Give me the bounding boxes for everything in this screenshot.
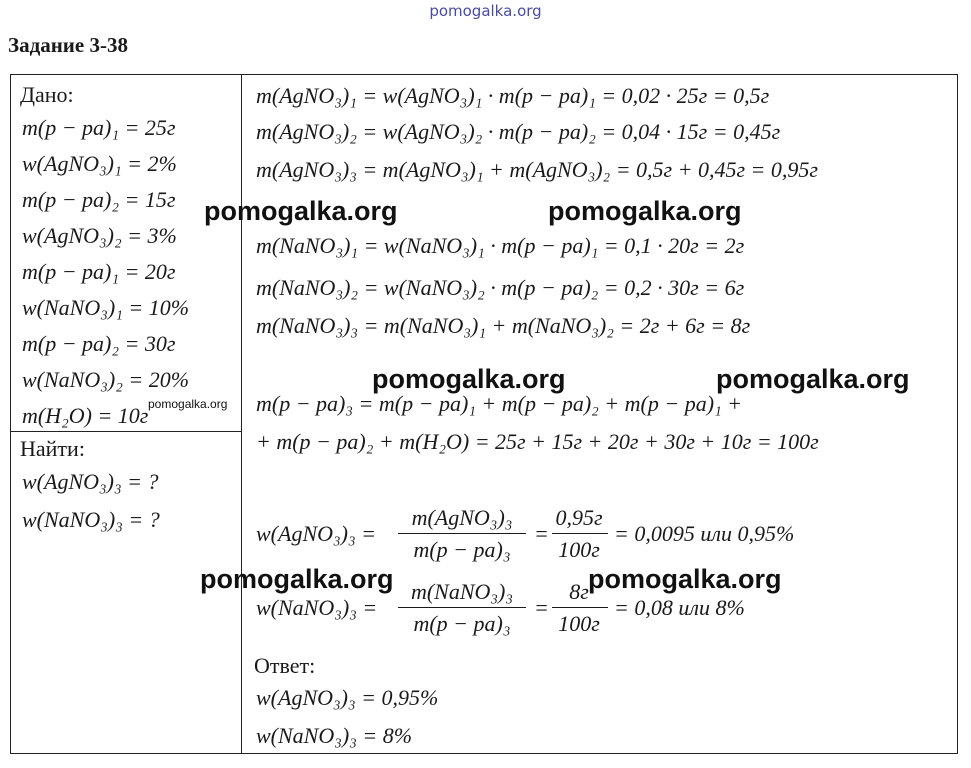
given-item: m(p − pa)₂ = 15г — [22, 187, 176, 212]
solution-line: m(AgNO₃)₁ = w(AgNO₃)₁ · m(p − pa)₁ = 0,02 · 25г = 0,5г — [256, 83, 770, 108]
page-title: Задание 3-38 — [8, 33, 128, 57]
site-link[interactable]: pomogalka.org — [429, 2, 542, 20]
given-item: w(AgNO₃)₂ = 3% — [22, 223, 177, 248]
column-divider — [241, 74, 242, 754]
fraction-denominator: m(p − pa)₃ — [413, 611, 511, 636]
given-item: m(H₂O) = 10г — [22, 403, 149, 428]
solution-line: m(NaNO₃)₃ = m(NaNO₃)₁ + m(NaNO₃)₂ = 2г + 6г = 8г — [256, 313, 751, 338]
given-item: m(p − pa)₁ = 20г — [22, 259, 176, 284]
solution-line: m(AgNO₃)₃ = m(AgNO₃)₁ + m(AgNO₃)₂ = 0,5г + 0,45г = 0,95г — [256, 157, 818, 182]
fraction-result: = 0,08 или 8% — [614, 595, 745, 620]
fraction-bar — [552, 607, 608, 608]
fraction-denominator: m(p − pa)₃ — [413, 537, 511, 562]
answer-label: Ответ: — [254, 653, 316, 678]
fraction-bar — [398, 607, 526, 608]
section-divider — [10, 431, 242, 432]
given-item: w(AgNO₃)₁ = 2% — [22, 151, 177, 176]
fraction-bar — [398, 533, 526, 534]
fraction-equals: = — [534, 521, 549, 546]
fraction-numerator: 8г — [569, 579, 589, 604]
given-item: w(NaNO₃)₂ = 20% — [22, 367, 190, 392]
watermark: pomogalka.org — [372, 364, 566, 394]
fraction-numerator: m(AgNO₃)₃ — [411, 505, 513, 530]
fraction-denominator: 100г — [558, 611, 600, 636]
watermark: pomogalka.org — [588, 564, 782, 594]
solution-line: m(p − pa)₃ = m(p − pa)₁ + m(p − pa)₂ + m(p − pa)₁ + — [256, 391, 743, 416]
solution-line: m(AgNO₃)₂ = w(AgNO₃)₂ · m(p − pa)₂ = 0,04 · 15г = 0,45г — [256, 119, 781, 144]
fraction-bar — [552, 533, 608, 534]
watermark: pomogalka.org — [204, 196, 398, 226]
find-label: Найти: — [20, 436, 85, 461]
answer-item: w(AgNO₃)₃ = 0,95% — [256, 685, 439, 710]
solution-line: + m(p − pa)₂ + m(H₂O) = 25г + 15г + 20г + 30г + 10г = 100г — [256, 429, 819, 454]
find-item: w(NaNO₃)₃ = ? — [22, 507, 160, 532]
fraction-denominator: 100г — [558, 537, 600, 562]
watermark-small: pomogalka.org — [148, 397, 228, 411]
given-item: m(p − pa)₂ = 30г — [22, 331, 176, 356]
given-item: w(NaNO₃)₁ = 10% — [22, 295, 190, 320]
solution-line: m(NaNO₃)₂ = w(NaNO₃)₂ · m(p − pa)₂ = 0,2 · 30г = 6г — [256, 275, 745, 300]
given-item: m(p − pa)₁ = 25г — [22, 115, 176, 140]
fraction-numerator: m(NaNO₃)₃ — [410, 579, 514, 604]
solution-line: m(NaNO₃)₁ = w(NaNO₃)₁ · m(p − pa)₁ = 0,1 · 20г = 2г — [256, 233, 745, 258]
watermark: pomogalka.org — [716, 364, 910, 394]
fraction-result: = 0,0095 или 0,95% — [614, 521, 795, 546]
fraction-equals: = — [534, 595, 549, 620]
fraction-lhs: w(NaNO₃)₃ = — [256, 595, 378, 620]
watermark: pomogalka.org — [200, 564, 394, 594]
watermark: pomogalka.org — [548, 196, 742, 226]
given-label: Дано: — [20, 82, 74, 107]
fraction-numerator: 0,95г — [555, 505, 603, 530]
find-item: w(AgNO₃)₃ = ? — [22, 469, 159, 494]
answer-item: w(NaNO₃)₃ = 8% — [256, 723, 413, 748]
fraction-lhs: w(AgNO₃)₃ = — [256, 521, 376, 546]
